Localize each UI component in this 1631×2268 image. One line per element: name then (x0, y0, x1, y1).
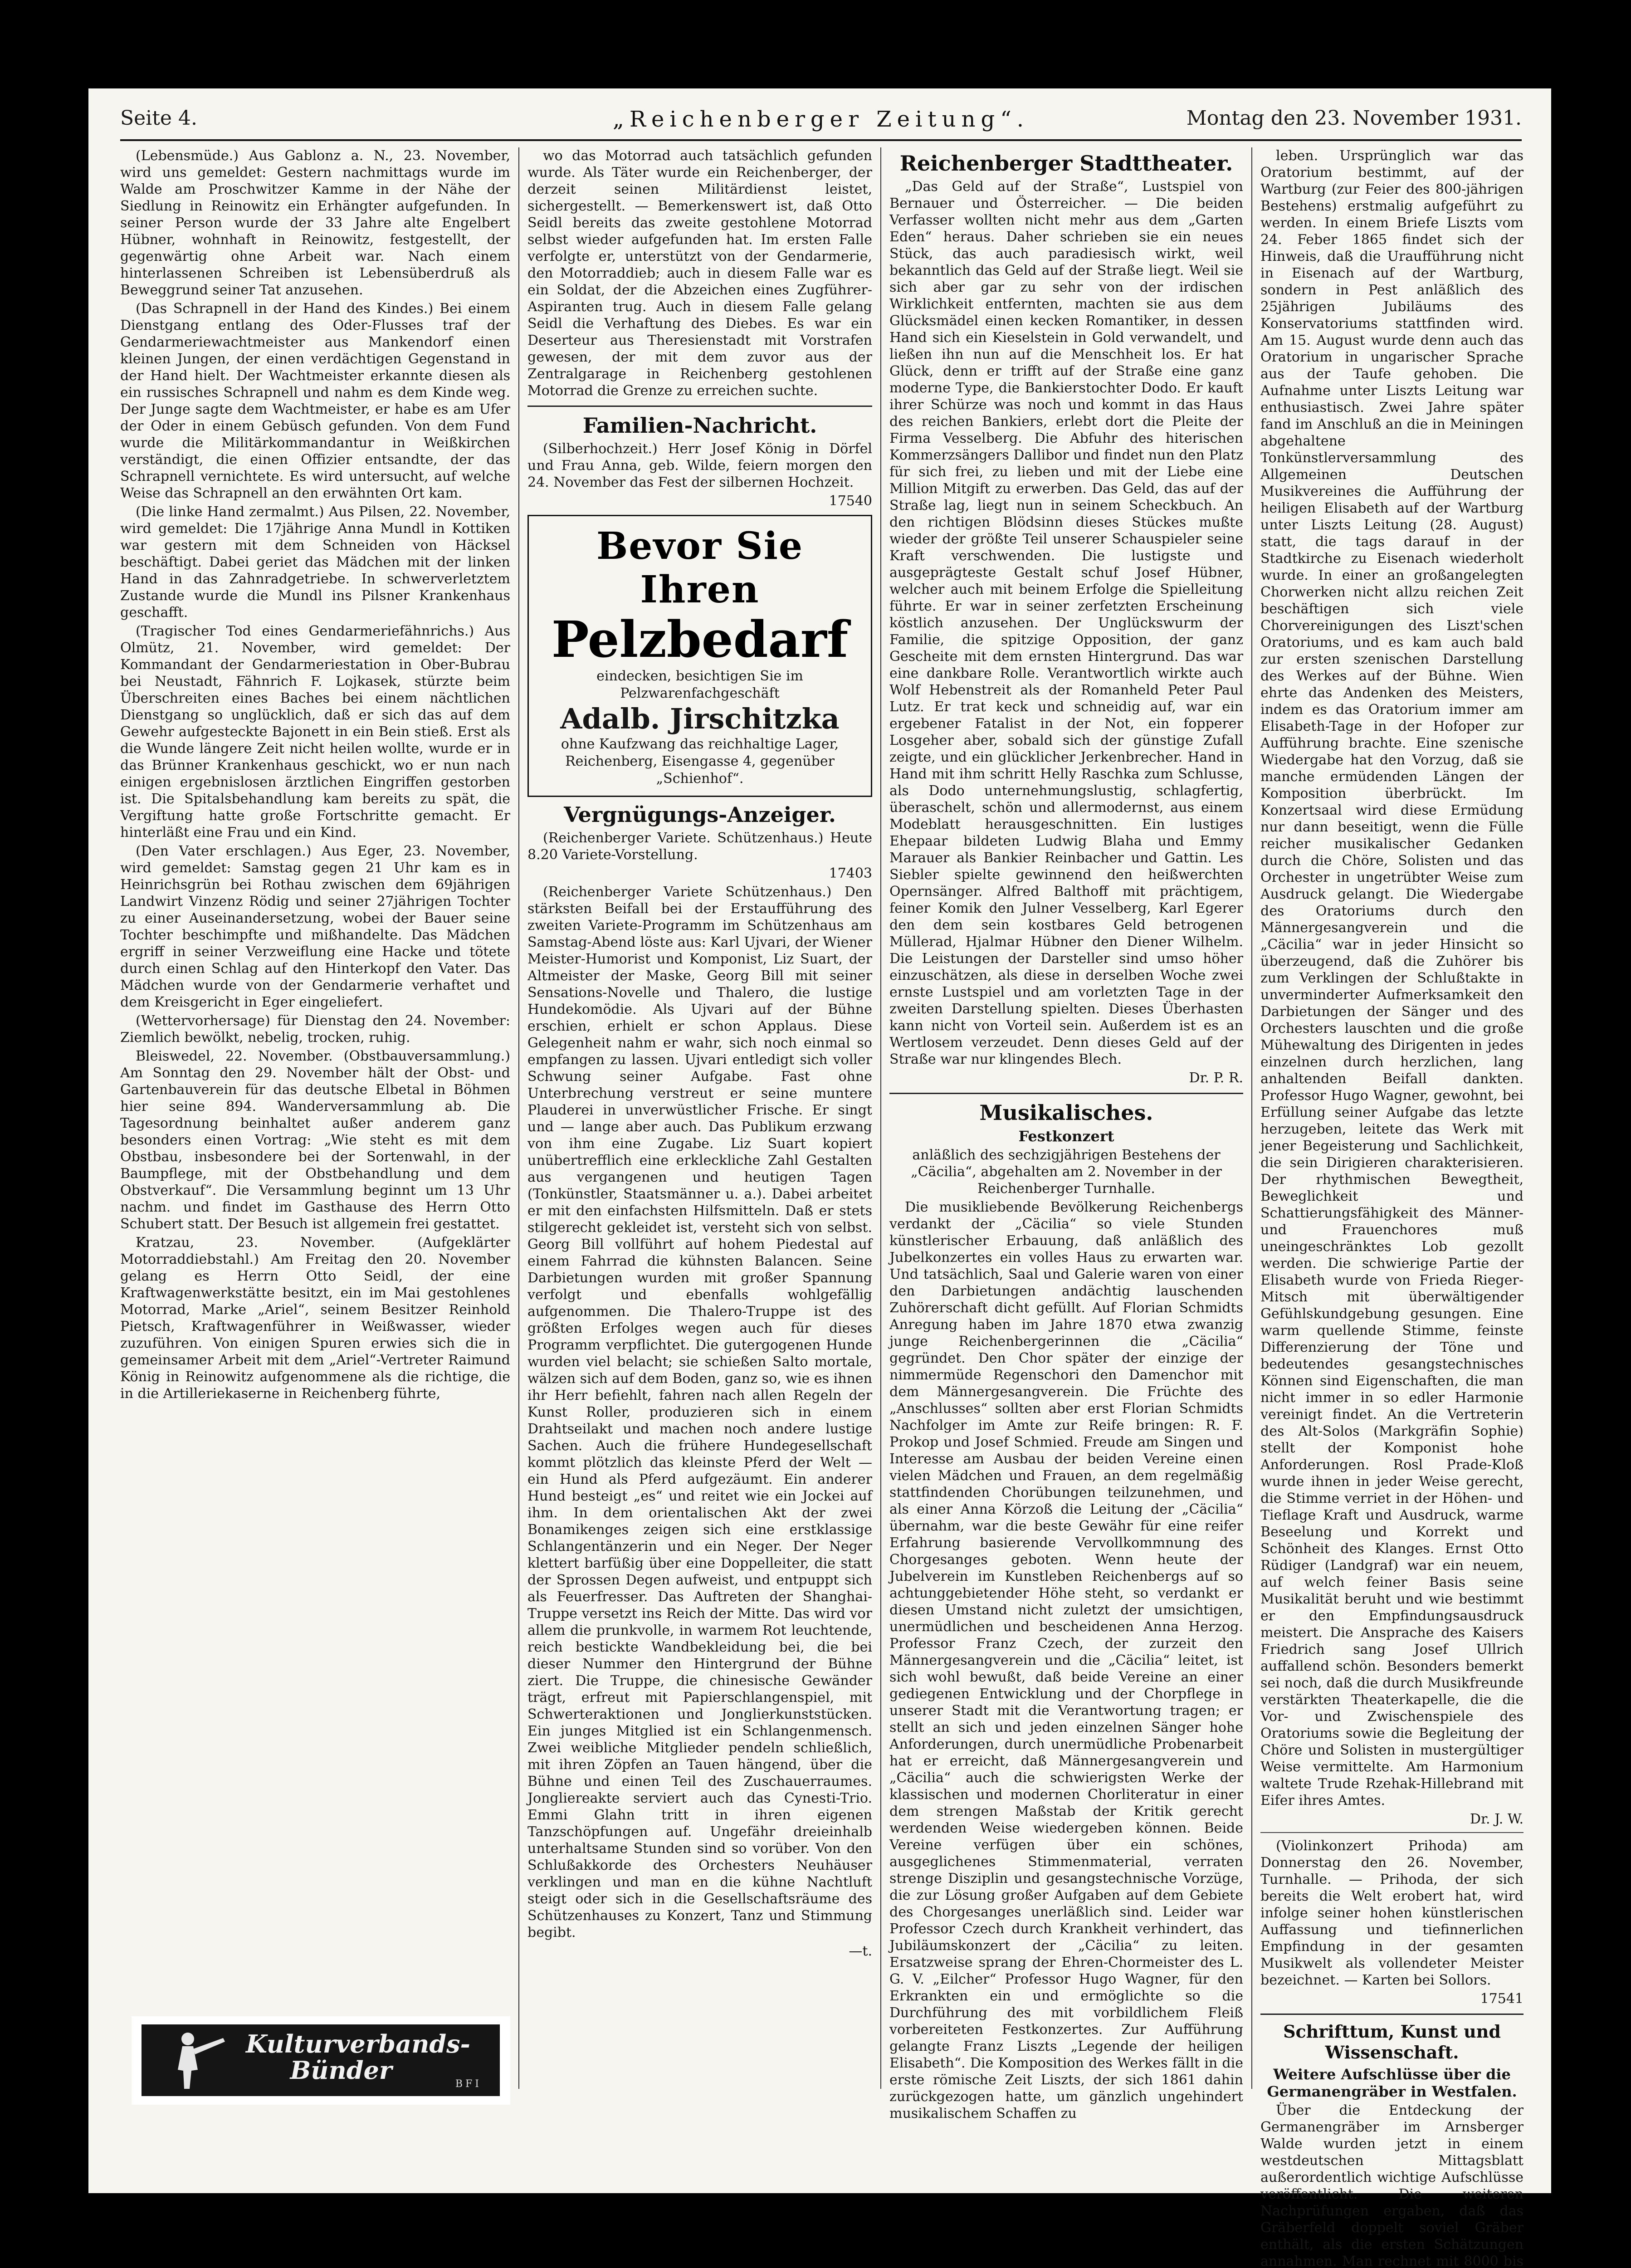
newspaper-page (88, 88, 1551, 2268)
article-gendarmeriefaehnrich: (Tragischer Tod eines Gendarmeriefähnrichs.) Aus Olmütz, 21. November, wird gemeldet: Der Kommandant der Gendarmeriestation in Ober-Bubrau bei Neustadt, Fähnrich F. Lojkasek, stürzte beim Überschreiten eines Baches bei einem nächtlichen Dienstgang so unglücklich, daß er sich das auf dem Gewehr aufgesteckte Bajonett in ein Bein stieß. Erst als die Wunde längere Zeit nicht heilen wollte, wurde er in das Brünner Krankenhaus geschickt, wo er nun nach einigen ergebnislosen ärztlichen Eingriffen gestorben ist. Die Spitalsbehandlung kam bereits zu spät, die Vergiftung hatte große Fortschritte gemacht. Er hinterläßt eine Frau und ein Kind. (120, 623, 510, 841)
ad-text: eindecken, besichtigen Sie im Pelzwarenfachgeschäft (596, 668, 803, 701)
column-3 (889, 147, 1243, 2121)
author-signature: Dr. J. W. (1470, 1811, 1524, 1827)
header-rule (120, 139, 1522, 141)
notice-number: 17403 (829, 865, 872, 881)
figure-icon (160, 2029, 232, 2092)
page-number: Seite 4. (120, 107, 197, 130)
festkonzert-subtitle: anläßlich des sechzigjährigen Bestehens der „Cäcilia“, abgehalten am 2. November in der Reichenberger Turnhalle. (911, 1147, 1222, 1197)
article-wettervorhersage: (Wettervorhersage) für Dienstag den 24. November: Ziemlich bewölkt, nebelig, trocken, ruhig. (120, 1013, 510, 1046)
subsection-germanengraeber: Weitere Aufschlüsse über die Germanengräber in Westfalen. (1267, 2066, 1517, 2100)
column-divider (1251, 147, 1252, 2089)
article-lebensmuede: (Lebensmüde.) Aus Gablonz a. N., 23. November, wird uns gemeldet: Gestern nachmittags wurde im Walde am Proschwitzer Kamme in der Nähe der Siedlung in Reinowitz ein Erhängter aufgefunden. In seiner Person wurde der 33 Jahre alte Engelbert Hübner, wohnhaft in Reinowitz, festgestellt, der gegenwärtig ohne Arbeit war. Nach einem hinterlassenen Schreiben ist Lebensüberdruß als Beweggrund seiner Tat anzusehen. (120, 148, 510, 298)
notice-violinkonzert: (Violinkonzert Prihoda) am Donnerstag den 26. November, Turnhalle. — Prihoda, der sich bereits die Welt erobert hat, wird infolge seiner hohen künstlerischen Auffassung und tiefinnerlichen Empfindung in der gesamten Musikwelt als vollendeter Meister bezeichnet. — Karten bei Sollors. (1260, 1838, 1524, 1988)
logo-lettering: Kulturverbands-Bünder (246, 2029, 470, 2085)
article-kratzau: Kratzau, 23. November. (Aufgeklärter Motorraddiebstahl.) Am Freitag den 20. November gelang es Herrn Otto Seidl, der eine Kraftwagenwerkstätte besitzt, ein im Mai gestohlenes Motorrad, Marke „Ariel“, seinem Besitzer Reinhold Pietsch, Kraftwagenführer in Weißwasser, wieder zuzuführen. Von einigen Spuren erwies sich die in gemeinsamer Arbeit mit dem „Ariel“-Vertreter Raimund König in Reinowitz aufgenommene als die richtige, die in die Artilleriekaserne in Reichenberg führte, (120, 1235, 510, 1402)
logo-mark: BFI (455, 2078, 482, 2090)
section-rule (527, 406, 872, 407)
page-header (120, 107, 1522, 134)
notice-number: 17541 (1480, 1991, 1524, 2007)
ad-headline: Bevor Sie Ihren (596, 524, 804, 611)
section-title-theater: Reichenberger Stadttheater. (899, 151, 1233, 176)
section-rule (1260, 2014, 1524, 2015)
column-1 (120, 147, 510, 2012)
section-rule (889, 1093, 1243, 1094)
section-title-musik: Musikalisches. (979, 1100, 1153, 1125)
ad-address: ohne Kaufzwang das reichhaltige Lager, Reichenberg, Eisengasse 4, gegenüber „Schienhof“. (561, 736, 839, 787)
ad-shop-name: Adalb. Jirschitzka (560, 702, 840, 735)
notice-variete: (Reichenberger Variete. Schützenhaus.) Heute 8.20 Variete-Vorstellung. (527, 830, 872, 863)
column-divider (518, 147, 519, 2089)
review-theater: „Das Geld auf der Straße“, Lustspiel von Bernauer und Österreicher. — Die beiden Verfasser wollten nicht mehr aus dem „Garten Eden“ heraus. Daher schrieben sie ein neues Stück, das auch paradiesisch wirkt, weil bekanntlich das Geld auf der Straße liegt. Weil sie sich aber gar zu sehr von der irdischen Wirklichkeit entfernten, machten sie aus dem Glücksmädel einen kecken Romantiker, in dessen Hand sich ein Kieselstein in Gold verwandelt, und ließen ihn nun auf die Menschheit los. Er hat Glück, denn er trifft auf der Straße eine ganz moderne Type, die Bankierstochter Dodo. Er kauft ihrer Schürze was noch und kommt in das Haus des reichen Bankiers, erlebt dort die Pleite der Firma Vesselberg. Die Abfuhr des hiterischen Kommerzsängers Dallibor und findet nun den Platz für sich frei, zu lieben und mit der Liebe eine Million Mitgift zu erwerben. Das Geld, das auf der Straße lag, liegt nun in seinem Scheckbuch. An den richtigen Blödsinn dieses Stückes mußte wieder der größte Teil unserer Schauspieler seine Kraft verschwenden. Die lustigste und ausgeprägteste Gestalt schuf Josef Hübner, welcher auch mit beinem Erfolge die Spielleitung führte. Er war in seiner zerfetzten Erscheinung köstlich anzusehen. Der Unglückswurm der Familie, die spitzige Opposition, der ganz Gescheite mit dem ernsten Hintergrund. Das war eine dankbare Rolle. Verantwortlich wirkte auch Wolf Hebenstreit als der Romanheld Peter Paul Lutz. Er trat keck und schneidig auf, war ein ergebener Fatalist in der Not, ein fopperer Losgeher aber, sobald sich der günstige Zufall zeigte, und ein glücklicher Jerkenbrecher. Hand in Hand mit ihm schritt Helly Raschka zum Schlusse, als Dodo unternehmungslustig, schlagfertig, überaschelt, schön und allermodernst, aus einem Modeblatt herausgeschnitten. Ein lustiges Ehepaar bildeten Ludwig Blaha und Emmy Marauer als Bankier Reinbacher und Gattin. Les Siebler spielte gewinnend den heißwerchten Opernsänger. Alfred Balthoff mit prächtigem, feiner Komik den Julner Vesselberg, Karl Egerer den dem sein kostbares Geld betrogenen Müllerad, Hjalmar Hübner den Diener Wilhelm. Die Leistungen der Darsteller sind umso höher einzuschätzen, als diese in derselben Woche zwei ernste Lustspiel und am vorletzten Tage in der zweiten Darstellung spielten. Dieses Überhasten kann nicht von Vorteil sein. Außerdem ist es an Wertlosem verzeudet. Denn dieses Geld auf der Straße war nur klingendes Blech. (889, 179, 1243, 1067)
newspaper-title: „Reichenberger Zeitung“. (612, 107, 1030, 132)
column-2 (527, 147, 872, 2098)
author-signature: —t. (849, 1943, 872, 1959)
kulturverband-logo (132, 2016, 510, 2105)
review-variete: (Reichenberger Variete Schützenhaus.) Den stärksten Beifall bei der Erstaufführung des zweiten Variete-Programm im Schützenhaus am Samstag-Abend löste aus: Karl Ujvari, der Wiener Meister-Humorist und Komponist, Liz Suart, der Altmeister der Maske, Georg Bill mit seiner Sensations-Novelle und Thalero, die lustige Hundekomödie. Als Ujvari auf der Bühne erschien, erhielt er schon Applaus. Diese Gelegenheit nahm er wahr, sich noch einmal so empfangen zu lassen. Ujvari entledigt sich voller Schwung seiner Aufgabe. Fast ohne Unterbrechung verstreut er seine muntere Plauderei in unverwüstlicher Frische. Er singt und — lange aber auch. Das Publikum erzwang von ihm eine Zugabe. Liz Suart kopiert unübertrefflich eine erkleckliche Zahl Gestalten aus vergangenen und heutigen Tagen (Tonkünstler, Staatsmänner u. a.). Dabei arbeitet er mit den einfachsten Hilfsmitteln. Daß er stets stilgerecht gekleidet ist, versteht sich von selbst. Georg Bill vollführt auf hohem Piedestal auf einem Fahrrad die kühnsten Balancen. Seine Darbietungen wurden mit großer Spannung verfolgt und ebenfalls wohlgefällig aufgenommen. Die Thalero-Truppe ist des größten Erfolges wegen auch für dieses Programm verpflichtet. Die gutergogenen Hunde wurden viel belacht; sie schießen Salto mortale, wälzen sich auf dem Boden, ganz so, wie es ihnen ihr Herr befiehlt, fahren nach allen Regeln der Kunst Roller, produzieren sich in einem Drahtseilakt und machen noch andere lustige Sachen. Auch die frühere Hundegesellschaft kommt plötzlich das kleinste Pferd der Welt — ein Hund als Pferd aufgezäumt. Ein anderer Hund besteigt „es“ und reitet wie ein Jockei auf ihm. In dem orientalischen Akt der zwei Bonamikenges zeigen sich eine erstklassige Schlangentänzerin und ein Neger. Der Neger klettert barfüßig über eine Doppelleiter, die statt der Sprossen Degen aufweist, und entpuppt sich als Feuerfresser. Das Auftreten der Shanghai-Truppe versetzt ins Reich der Mitte. Das wird vor allem die prunkvolle, in warmem Rot leuchtende, reich bestickte Wandbekleidung bei, die bei dieser Nummer den Hintergrund der Bühne ziert. Die Truppe, die chinesische Gewänder trägt, erfreut mit Papierschlangenspiel, mit Schwerteraktionen und Jonglierkunststücken. Ein junges Mitglied ist ein Schlangenmensch. Zwei weibliche Mitglieder pendeln schließlich, mit ihren Zöpfen an Tauen hängend, über die Bühne und einen Teil des Zuschauerraumes. Jongliereakte serviert auch das Cynesti-Trio. Emmi Glahn tritt in ihren eigenen Tanzschöpfungen auf. Ungefähr dreieinhalb unterhaltsame Stunden sind so vorüber. Von den Schlußakkorde des Orchesters Neuhäuser verklingen und man en die kühne Nachtluft steigt oder sich in die Gesellschaftsräume des Schützenhauses zu Konzert, Tanz und Stimmung begibt. (527, 884, 872, 1941)
notice-silberhochzeit: (Silberhochzeit.) Herr Josef König in Dörfel und Frau Anna, geb. Wilde, feiern morgen den 24. November das Fest der silbernen Hochzeit. (527, 441, 872, 490)
review-festkonzert: Die musikliebende Bevölkerung Reichenbergs verdankt der „Cäcilia“ so viele Stunden künstlerischer Erbauung, daß anläßlich des Jubelkonzertes ein volles Haus zu erwarten war. Und tatsächlich, Saal und Galerie waren von einer den Darbietungen andächtig lauschenden Zuhörerschaft dicht gefüllt. Auf Florian Schmidts Anregung haben im Jahre 1870 etwa zwanzig junge Reichenbergerinnen die „Cäcilia“ gegründet. Den Chor später der einzige der nimmermüde Regenschori den Damenchor mit dem Männergesangverein. Die Früchte des „Anschlusses“ sollten aber erst Florian Schmidts Nachfolger im Amte zur Reife bringen: R. F. Prokop und Josef Schmied. Freude am Singen und Interesse am Ausbau der beiden Vereine einen vielen Mädchen und Frauen, an dem regelmäßig stattfindenden Chorübungen teilzunehmen, und als einer Anna Körzoß die Leitung der „Cäcilia“ übernahm, war die beste Gewähr für eine reifer Erfahrung basierende Vervollkommnung des Chorgesanges geboten. Wenn heute der Jubelverein im Kunstleben Reichenbergs auf so achtunggebietender Höhe steht, so verdankt er diesen Umstand nicht zuletzt der umsichtigen, unermüdlichen und bescheidenen Anna Herzog. Professor Franz Czech, der zurzeit den Männergesangverein und die „Cäcilia“ leitet, ist sich wohl bewußt, daß beide Vereine an einer gediegenen Entwicklung und der Chorpflege in unserer Stadt mit die Verantwortung tragen; er stellt an sich und jeden einzelnen Sänger hohe Anforderungen, durch unermüdliche Probenarbeit hat er erreicht, daß Männergesangverein und „Cäcilia“ auch die schwierigsten Werke der klassischen und modernen Chorliteratur in einer dem strengen Maßstab der Kritik gerecht werdenden Weise wiedergeben können. Beide Vereine verfügen über ein schönes, ausgeglichenes Stimmenmaterial, verraten strenge Disziplin und gesangstechnische Vorzüge, die zur Lösung großer Aufgaben auf dem Gebiete des Chorgesanges unerläßlich sind. Leider war Professor Czech durch Krankheit verhindert, das Jubiläumskonzert der „Cäcilia“ zu leiten. Ersatzweise sprang der Ehren-Chormeister des L. G. V. „Eilcher“ Professor Hugo Wagner, für den Erkrankten ein und ermöglichte so die Durchführung des mit vorbildlichem Fleiß vorbereiteten Festkonzertes. Zur Aufführung gelangte Franz Liszts „Legende der heiligen Elisabeth“. Die Komposition des Werkes fällt in die erste römische Zeit Liszts, der sich 1861 dahin zurückgezogen hatte, um gänzlich ungehindert musikalischem Schaffen zu (889, 1199, 1243, 2121)
article-linke-hand: (Die linke Hand zermalmt.) Aus Pilsen, 22. November, wird gemeldet: Die 17jährige Anna Mundl in Kottiken war gestern mit dem Schneiden von Häcksel beschäftigt. Dabei geriet das Mädchen mit der linken Hand in das Zahnradgetriebe. In schwerverletztem Zustande wurde die Mundl ins Pilsner Krankenhaus geschafft. (120, 504, 510, 621)
subsection-festkonzert: Festkonzert (1018, 1128, 1114, 1145)
section-title-schrifttum: Schrifttum, Kunst und Wissenschaft. (1283, 2021, 1501, 2063)
ad-keyword: Pelzbedarf (551, 610, 849, 669)
section-rule (1260, 1832, 1524, 1833)
article-germanengraeber: Über die Entdeckung der Germanengräber im Arnsberger Walde wurden jetzt in einem westdeutschen Mittagsblatt außerordentlich wichtige Aufschlüsse veröffentlicht. Die weiteren Nachprüfungen ergaben, daß das Gräberfeld doppelt soviel Gräber enthält, als die ersten Schätzungen annahmen. Man rechnet mit 8000 bis (1260, 2102, 1524, 2268)
article-schrapnell: (Das Schrapnell in der Hand des Kindes.) Bei einem Dienstgang entlang des Oder-Flusses traf der Gendarmeriewachtmeister aus Mankendorf einen kleinen Jungen, der einen verdächtigen Gegenstand in der Hand hielt. Der Wachtmeister erkannte diesen als ein russisches Schrapnell und nahm es dem Kinde weg. Der Junge sagte dem Wachtmeister, er habe es am Ufer der Oder in einem Gebüsch gefunden. Von dem Fund wurde die Militärkommandantur in Weißkirchen verständigt, die einen Offizier entsandte, der das Schrapnell vernichtete. Es wird untersucht, auf welche Weise das Schrapnell an den erwähnten Ort kam. (120, 301, 510, 501)
review-festkonzert-cont: leben. Ursprünglich war das Oratorium bestimmt, auf der Wartburg (zur Feier des 800-jährigen Bestehens) erstmalig aufgeführt zu werden. In einem Briefe Liszts vom 24. Feber 1865 findet sich der Hinweis, daß die Uraufführung nicht in Eisenach auf der Wartburg, sondern in Pest anläßlich des 25jährigen Jubiläums des Konservatoriums stattfinden wird. Am 15. August wurde denn auch das Oratorium in ungarischer Sprache aus der Taufe gehoben. Die Aufnahme unter Liszts Leitung war enthusiastisch. Zwei Jahre später fand im Anschluß an die in Meiningen abgehaltene Tonkünstlerversammlung des Allgemeinen Deutschen Musikvereines die Aufführung der heiligen Elisabeth auf der Wartburg unter Liszts Leitung (28. August) statt, die tags darauf in der Stadtkirche zu Eisenach wiederholt wurde. In einer an großangelegten Chorwerken nicht allzu reichen Zeit beschäftigen sich viele Chorvereinigungen des Liszt'schen Oratoriums, und es kam auch bald zur ersten szenischen Darstellung des Werkes auf der Bühne. Wien ehrte das Andenken des Meisters, indem es das Oratorium immer am Elisabeth-Tage in der Hofoper zur Aufführung brachte. Eine szenische Wiedergabe hat den Vorzug, daß sie manche ermüdenden Längen der Komposition überbrückt. Im Konzertsaal wird diese Ermüdung nur dann beseitigt, wenn die Fülle reicher musikalischer Gedanken durch die Chöre, Solisten und das Orchester in ungetrübter Weise zum Ausdruck gelangt. Die Wiedergabe des Oratoriums durch den Männergesangverein und die „Cäcilia“ war in jeder Hinsicht so überzeugend, daß die Zuhörer bis zum Verklingen der Schlußtakte in unverminderter Aufmerksamkeit den Darbietungen der Sänger und des Orchesters lauschten und die große Mühewaltung des Dirigenten in jedes einzelnen durch herzlichen, lang anhaltenden Beifall dankten. Professor Hugo Wagner, gewohnt, bei Erfüllung seiner Aufgabe das letzte herzugeben, leitete das Werk mit jener Begeisterung und Sachlichkeit, die sein Dirigieren charakterisieren. Der rhythmischen Bewegtheit, Beweglichkeit und Schattierungsfähigkeit des Männer- und Frauenchores muß uneingeschränktes Lob gezollt werden. Die schwierige Partie der Elisabeth wurde von Frieda Rieger-Mitsch mit überwältigender Gefühlskundgebung gesungen. Eine warm quellende Stimme, feinste Differenzierung der Töne und bedeutendes gesangstechnisches Können sind Eigenschaften, die man nicht immer in so edler Harmonie vereinigt findet. An die Vertreterin des Alt-Solos (Markgräfin Sophie) stellt der Komponist hohe Anforderungen. Rosl Prade-Kloß wurde ihnen in jeder Weise gerecht, die Stimme verriet in der Höhen- und Tieflage Kraft und Ausdruck, warme Beseelung und Korrekt und Schönheit des Klanges. Ernst Otto Rüdiger (Landgraf) war ein neuem, auf welch feiner Basis seine Musikalität beruht und wie bestimmt er den Empfindungsausdruck meistert. Die Ansprache des Kaisers Friedrich sang Josef Ullrich auffallend schön. Besonders bemerkt sei noch, daß die durch Musikfreunde verstärkten Theaterkapelle, die die Vor- und Zwischenspiele des Oratoriums sowie die Begleitung der Chöre und Solisten in mustergültiger Weise vermittelte. Am Harmonium waltete Trude Rzehak-Hillebrand mit Eifer ihres Amtes. (1260, 148, 1524, 1809)
article-bleiswedel: Bleiswedel, 22. November. (Obstbauversammlung.) Am Sonntag den 29. November hält der Obst- und Gartenbauverein für das deutsche Elbetal in Böhmen hier seine 894. Wanderversammlung ab. Die Tagesordnung beinhaltet außer anderem ganz besonders einen Vortrag: „Wie steht es mit dem Obstbau, insbesondere bei der Sortenwahl, in der Baumpflege, mit der Obstbehandlung und dem Obstverkauf“. Die Versammlung beginnt um 13 Uhr nachm. und findet im Gasthause des Herrn Otto Schubert statt. Der Besuch ist allgemein frei gestattet. (120, 1048, 510, 1232)
column-4 (1260, 147, 1524, 2268)
section-title-vergnuegung: Vergnügungs-Anzeiger. (564, 802, 836, 827)
advertisement-pelz (527, 515, 872, 797)
article-vater-erschlagen: (Den Vater erschlagen.) Aus Eger, 23. November, wird gemeldet: Samstag gegen 21 Uhr kam es in Heinrichsgrün bei Rothau zwischen dem 69jährigen Landwirt Vinzenz Rödig und seiner 27jährigen Tochter zu einer Auseinandersetzung, wobei der Bauer seine Tochter beschimpfte und mißhandelte. Das Mädchen ergriff in seiner Verzweiflung eine Hacke und tötete durch einen Schlag auf den Hinterkopf den Vater. Das Mädchen wurde von der Gendarmerie verhaftet und dem Kreisgericht in Eger eingeliefert. (120, 843, 510, 1010)
author-signature: Dr. P. R. (1189, 1070, 1243, 1086)
article-kratzau-cont: wo das Motorrad auch tatsächlich gefunden wurde. Als Täter wurde ein Reichenberger, der derzeit seinen Militärdienst leistet, sichergestellt. — Bemerkenswert ist, daß Otto Seidl bereits das zweite gestohlene Motorrad selbst wieder aufgefunden hat. Im ersten Falle verfolgte er, unterstützt von der Gendarmerie, den Motorraddieb; auch in diesem Falle war es ein Soldat, der die Abzeichen eines Zugführer-Aspiranten trug. Auch in diesem Falle gelang Seidl die Verhaftung des Diebes. Es war ein Deserteur aus Theresienstadt mit Vorstrafen gewesen, der mit dem zuvor aus der Zentralgarage in Reichenberg gestohlenen Motorrad die Grenze zu erreichen suchte. (527, 148, 872, 399)
column-divider (880, 147, 881, 2089)
section-title-familien: Familien-Nachricht. (582, 413, 817, 438)
notice-number: 17540 (829, 493, 872, 509)
issue-date: Montag den 23. November 1931. (1186, 107, 1522, 130)
